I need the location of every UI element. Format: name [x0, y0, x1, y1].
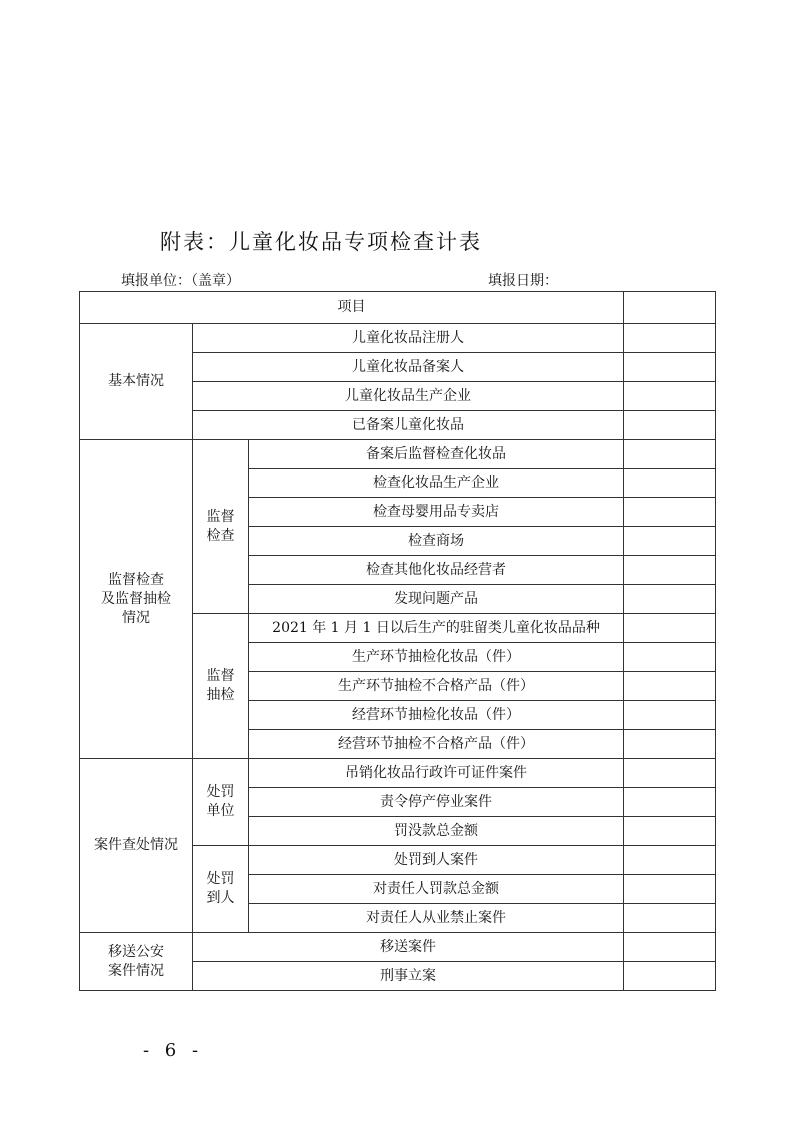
value-cell [624, 556, 716, 585]
row-label: 儿童化妆品生产企业 [193, 382, 624, 411]
subsection-label-line: 处罚 [206, 784, 235, 800]
row-label: 生产环节抽检化妆品（件） [249, 643, 624, 672]
section-basic-label: 基本情况 [80, 324, 193, 440]
subsection-label-line: 单位 [206, 803, 235, 819]
value-cell [624, 440, 716, 469]
value-cell [624, 846, 716, 875]
section-label-line: 监督检查 [108, 571, 164, 588]
row-label: 检查化妆品生产企业 [249, 469, 624, 498]
value-cell [624, 817, 716, 846]
table-row [80, 759, 716, 788]
value-cell [624, 962, 716, 991]
row-label: 检查商场 [249, 527, 624, 556]
value-cell [624, 469, 716, 498]
section-transfer-label [80, 933, 193, 991]
header-item: 项目 [80, 292, 624, 324]
row-label: 移送案件 [193, 933, 624, 962]
row-label: 刑事立案 [193, 962, 624, 991]
value-cell [624, 643, 716, 672]
table-row [80, 324, 716, 353]
row-label: 对责任人罚款总金额 [249, 875, 624, 904]
row-label: 对责任人从业禁止案件 [249, 904, 624, 933]
row-label: 检查其他化妆品经营者 [249, 556, 624, 585]
value-cell [624, 498, 716, 527]
row-label: 经营环节抽检化妆品（件） [249, 701, 624, 730]
value-cell [624, 933, 716, 962]
value-cell [624, 585, 716, 614]
subsection-label-line: 到人 [206, 890, 235, 906]
row-label: 备案后监督检查化妆品 [249, 440, 624, 469]
subsection-label-line: 抽检 [206, 687, 235, 703]
value-cell [624, 875, 716, 904]
value-cell [624, 701, 716, 730]
subsection-person-penalty-label [193, 846, 249, 933]
subsection-label-line: 监督 [206, 668, 235, 684]
row-label: 经营环节抽检不合格产品（件） [249, 730, 624, 759]
page-title: 附表：儿童化妆品专项检查计表 [160, 230, 482, 254]
row-label: 检查母婴用品专卖店 [249, 498, 624, 527]
inspection-table [79, 291, 716, 991]
subsection-sampling-label [193, 614, 249, 759]
row-label: 罚没款总金额 [249, 817, 624, 846]
value-cell [624, 527, 716, 556]
page-number: - 6 - [143, 1040, 204, 1061]
subsection-unit-penalty-label [193, 759, 249, 846]
subsection-label-line: 检查 [206, 527, 235, 544]
fill-unit-label: 填报单位：（盖章） [121, 273, 240, 289]
value-cell [624, 382, 716, 411]
row-label: 2021 年 1 月 1 日以后生产的驻留类儿童化妆品品种 [249, 614, 624, 643]
section-label-line: 案件情况 [108, 962, 164, 979]
subsection-label-line: 处罚 [206, 871, 235, 887]
row-label: 处罚到人案件 [249, 846, 624, 875]
value-cell [624, 353, 716, 382]
row-label: 发现问题产品 [249, 585, 624, 614]
section-label-line: 情况 [122, 609, 150, 626]
section-label-line: 及监督抽检 [101, 590, 171, 607]
row-label: 儿童化妆品注册人 [193, 324, 624, 353]
value-cell [624, 759, 716, 788]
row-label: 已备案儿童化妆品 [193, 411, 624, 440]
value-cell [624, 672, 716, 701]
value-cell [624, 730, 716, 759]
value-cell [624, 614, 716, 643]
value-cell [624, 324, 716, 353]
row-label: 儿童化妆品备案人 [193, 353, 624, 382]
fill-date-label: 填报日期： [488, 273, 558, 289]
value-cell [624, 411, 716, 440]
section-label-line: 移送公安 [108, 943, 164, 960]
section-supervision-label [80, 440, 193, 759]
table-row [80, 933, 716, 962]
value-cell [624, 788, 716, 817]
table-row [80, 440, 716, 469]
value-cell [624, 292, 716, 324]
subsection-label-line: 监督 [206, 508, 235, 525]
section-cases-label: 案件查处情况 [80, 759, 193, 933]
table-header-row [80, 292, 716, 324]
value-cell [624, 904, 716, 933]
row-label: 生产环节抽检不合格产品（件） [249, 672, 624, 701]
subsection-inspection-label [193, 440, 249, 614]
row-label: 吊销化妆品行政许可证件案件 [249, 759, 624, 788]
row-label: 责令停产停业案件 [249, 788, 624, 817]
